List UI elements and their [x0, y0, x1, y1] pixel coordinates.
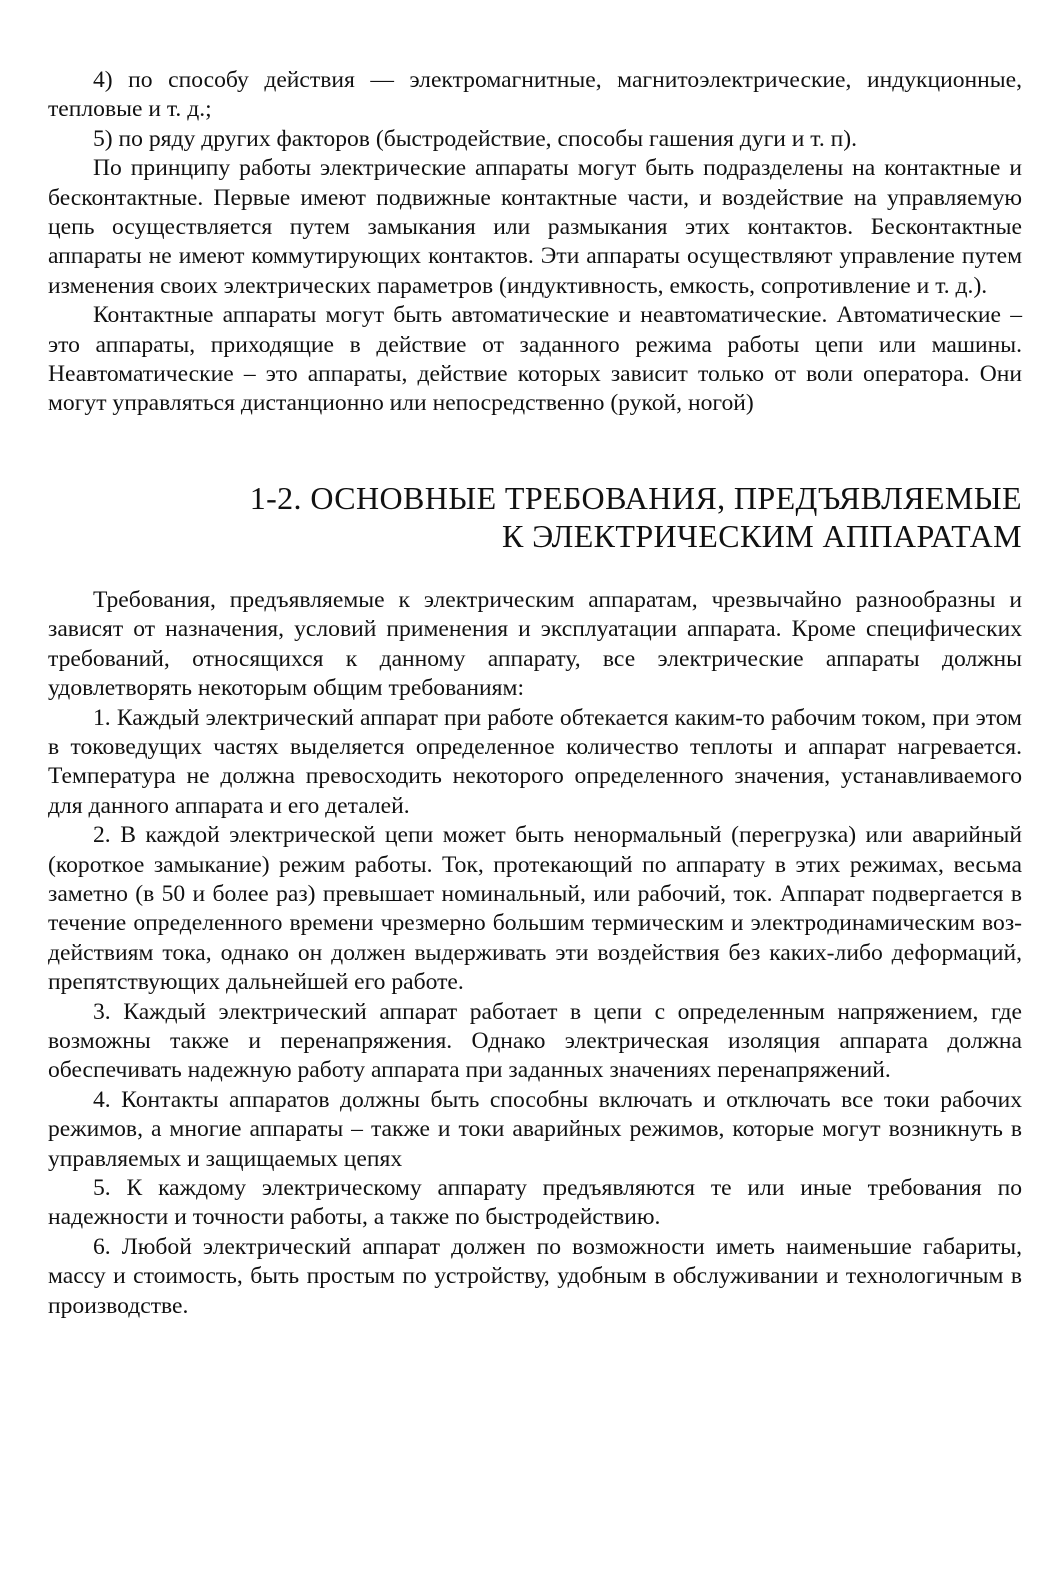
requirement-item-3: 3. Каждый электрический аппарат работает в цепи с определенным напряжением, где возможны также и перенапряжения. Однако электрическая изоляция аппарата должна обеспечивать надежную работу аппарата при заданных значениях перенапряжений. [48, 998, 1022, 1084]
paragraph-intro-1: 4) по способу действия — электромагнитные, магнитоэлектрические, индукционные, тепловые и т. д.; [48, 67, 1022, 123]
requirement-item-1: 1. Каждый электрический аппарат при работе обтекается каким-то рабочим током, при этом в токоведущих частях выделяется определенное количество теплоты и аппарат нагревается. Температура не должна превосходить некоторого определенного значения, устанавливаемого для данного аппарата и его деталей. [48, 704, 1022, 819]
section-lead-paragraph: Требования, предъявляемые к электрическим аппаратам, чрезвычайно разнообразны и зависят от назначения, условий применения и эксплуатации аппарата. Кроме специфических требований, относящихся к данному аппарату, все электрические аппараты должны удовлетворять некоторым общим требованиям: [48, 586, 1022, 702]
requirement-item-2: 2. В каждой электрической цепи может быть ненормальный (перегрузка) или аварийный (короткое замыкание) режим работы. Ток, протекающий по аппарату в этих режимах, весьма заметно (в 50 и более раз) превышает номинальный, или рабочий, ток. Аппарат подвергается в течение определенного времени чрезмерно большим термическим и электродинамическим воздействиям тока, однако он должен выдерживать эти воздействия без каких-либо деформаций, препятствующих дальнейшей его работе. [48, 822, 1022, 996]
section-heading [48, 479, 1022, 555]
document-page [48, 66, 1022, 1321]
requirement-item-5: 5. К каждому электрическому аппарату предъявляются те или иные требования по надежности и точности работы, а также по быстродействию. [48, 1175, 1022, 1231]
section-heading-line-1: 1-2. ОСНОВНЫЕ ТРЕБОВАНИЯ, ПРЕДЪЯВЛЯЕМЫЕ [249, 479, 1022, 516]
paragraph-intro-4: Контактные аппараты могут быть автоматические и неавтоматические. Автоматические – это аппараты, приходящие в действие от заданного режима работы цепи или машины. Неавтоматические – это аппараты, действие которых зависит только от воли оператора. Они могут управляться дистанционно или непосредственно (рукой, ногой) [48, 302, 1022, 417]
requirement-item-4: 4. Контакты аппаратов должны быть способны включать и отключать все токи рабочих режимов, а многие аппараты – также и токи аварийных режимов, которые могут возникнуть в управляемых и защищаемых цепях [48, 1086, 1022, 1172]
paragraph-intro-2: 5) по ряду других факторов (быстродействие, способы гашения дуги и т. п). [93, 125, 858, 152]
paragraph-intro-3: По принципу работы электрические аппараты могут быть подразделены на контактные и бесконтактные. Первые имеют подвижные контактные части, и воздействие на управляемую цепь осуществляется путем замыкания или размыкания этих контактов. Бесконтактные аппараты не имеют коммутирующих контактов. Эти аппараты осуществляют управление путем изменения своих электрических параметров (индуктивность, емкость, сопротивление и т. д.). [48, 155, 1022, 299]
requirement-item-6: 6. Любой электрический аппарат должен по возможности иметь наименьшие габариты, массу и стоимость, быть простым по устройству, удобным в обслуживании и технологичным в производстве. [48, 1233, 1022, 1319]
section-heading-line-2: К ЭЛЕКТРИЧЕСКИМ АППАРАТАМ [501, 517, 1022, 554]
